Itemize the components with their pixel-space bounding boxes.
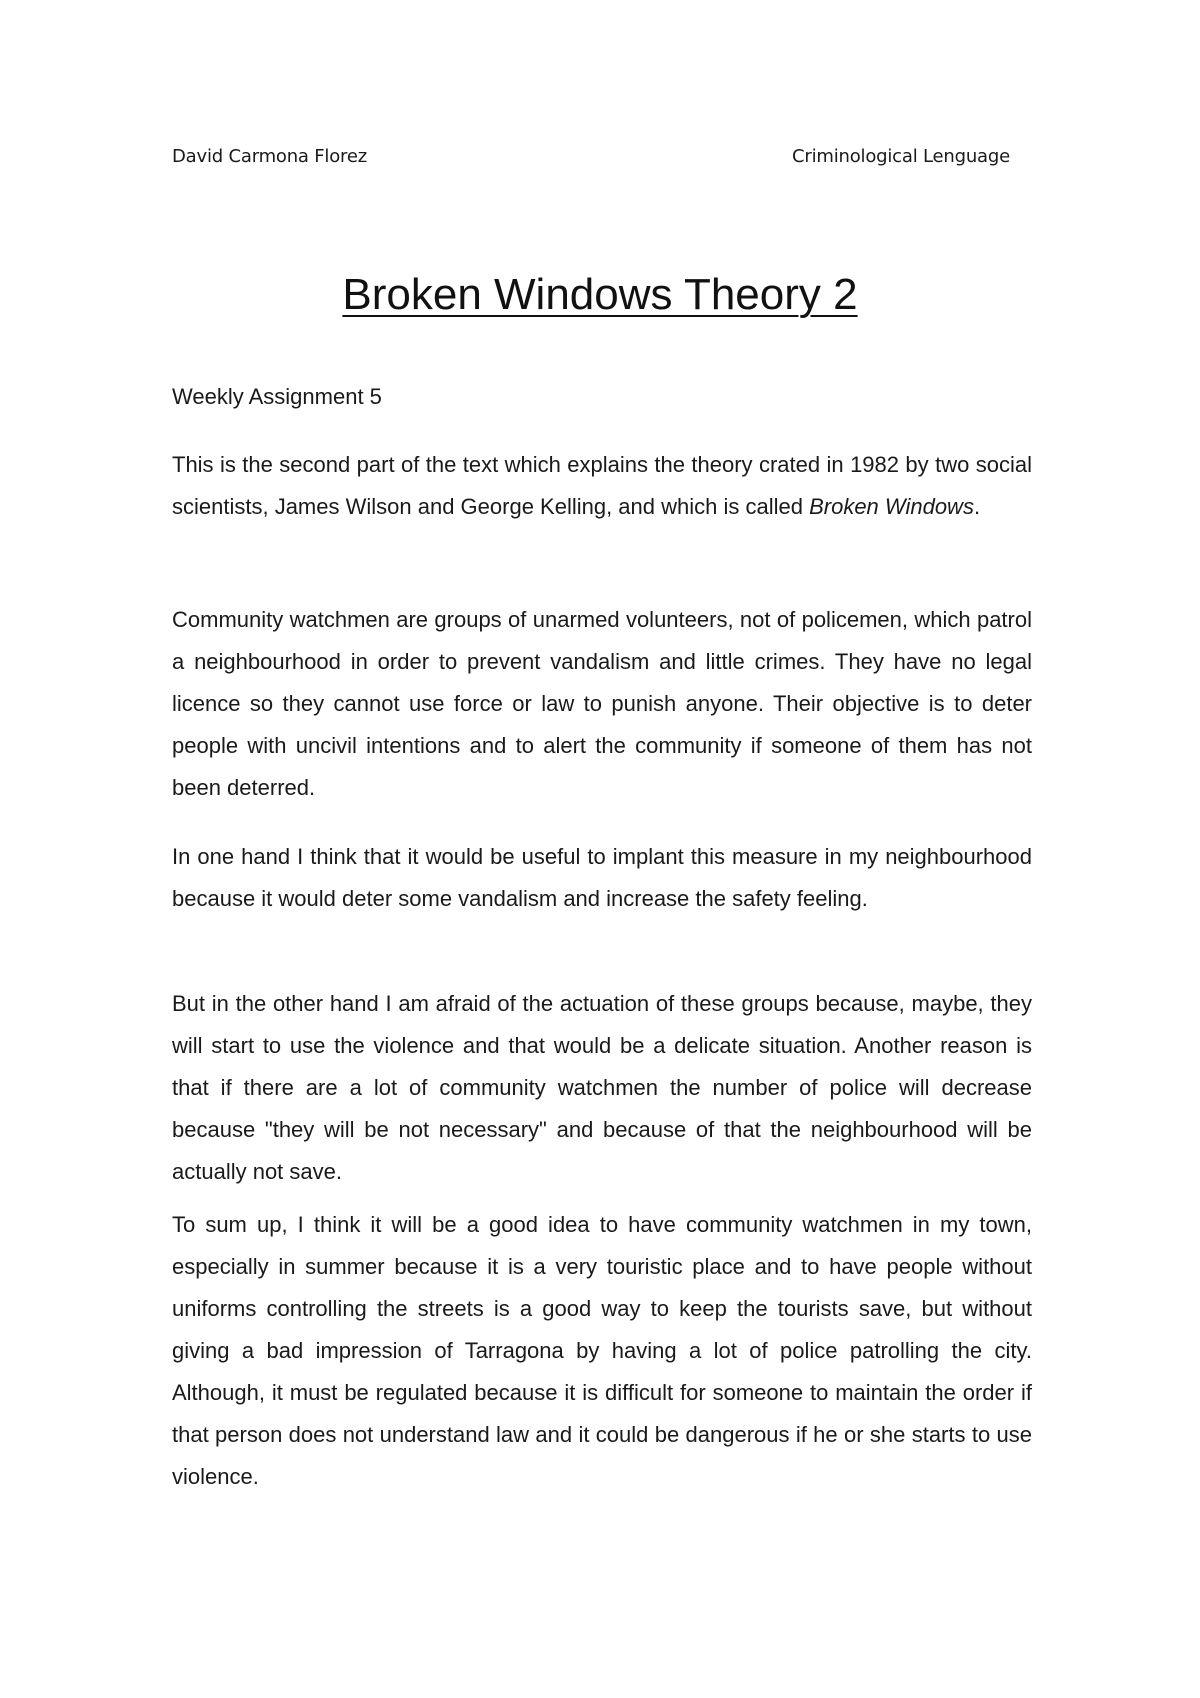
intro-italic-title: Broken Windows [809,494,974,519]
paragraph-4 [172,1204,1032,1498]
intro-end: . [973,494,981,519]
paragraph-text: In one hand I think that it would be useful to implant this measure in my neighbourhood because it would deter some vandalism and increase the safety feeling. [172,844,1032,911]
author-name: David Carmona Florez [172,146,367,167]
intro-paragraph [172,444,1032,528]
document-title: Broken Windows Theory 2 [342,270,858,319]
paragraph-text: Community watchmen are groups of unarmed volunteers, not of policemen, which patrol a neighbourhood in order to prevent vandalism and little crimes. They have no legal licence so they cannot use force or law to punish anyone. Their objective is to deter people with uncivil intentions and to alert the community if someone of them has not been deterred. [172,607,1032,800]
paragraph-text: To sum up, I think it will be a good idea to have community watchmen in my town, especially in summer because it is a very touristic place and to have people without uniforms controlling the streets is a good way to keep the tourists save, but without giving a bad impression of Tarragona by having a lot of police patrolling the city. Although, it must be regulated because it is difficult for someone to maintain the order if that person does not understand law and it could be dangerous if he or she starts to use violence. [172,1212,1032,1489]
paragraph-2 [172,836,1032,920]
intro-text: This is the second part of the text which explains the theory crated in 1982 by two social scientists, James Wilson and George Kelling, and which is called [172,452,1032,519]
assignment-label-text: Weekly Assignment 5 [172,384,382,409]
assignment-label [172,376,1032,418]
course-name: Criminological Lenguage [792,146,1010,167]
paragraph-1 [172,599,1032,809]
paragraph-3 [172,983,1032,1193]
paragraph-text: But in the other hand I am afraid of the actuation of these groups because, maybe, they will start to use the violence and that would be a delicate situation. Another reason is that if there are a lot of community watchmen the number of police will decrease because "they will be not necessary" and because of that the neighbourhood will be actually not save. [172,991,1032,1184]
page-header [172,146,1010,167]
